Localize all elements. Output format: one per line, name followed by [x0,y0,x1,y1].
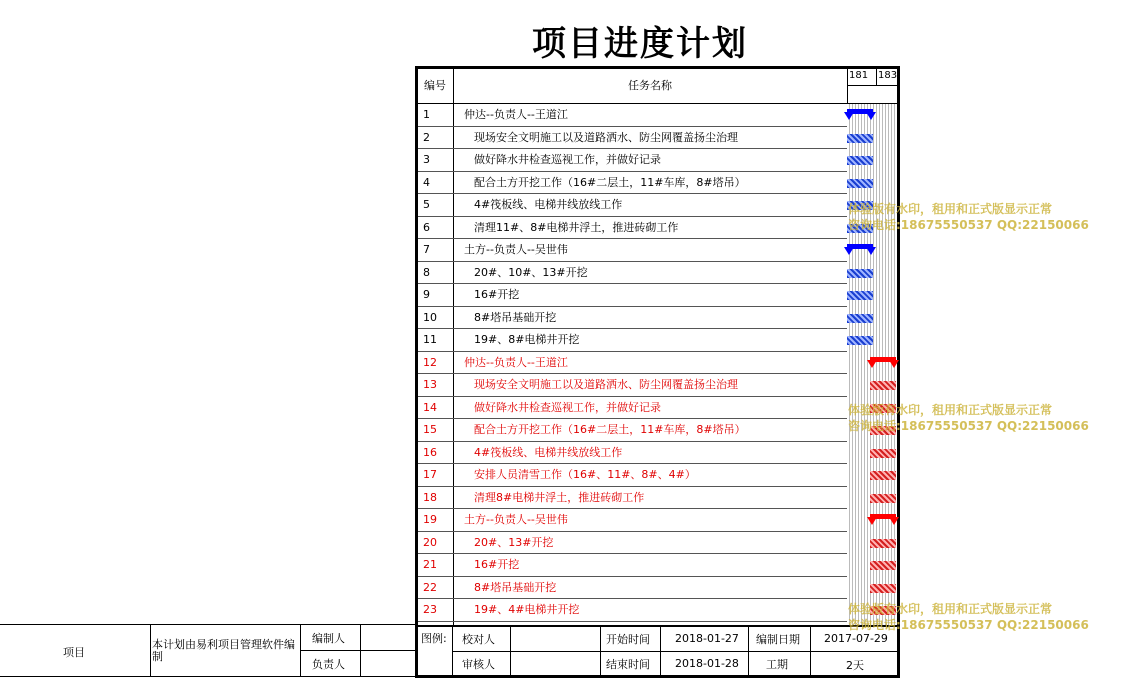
task-row[interactable] [418,172,847,194]
task-name: 仲达--负责人--王道江 [464,355,568,369]
summary-bar-end-marker [866,247,876,255]
watermark-line: 咨询电话:18675550537 QQ:22150066 [848,218,1089,232]
task-name: 现场安全文明施工以及道路洒水、防尘网覆盖扬尘治理 [474,378,738,391]
summary-bar-end-marker [889,517,899,525]
task-name: 4#筏板线、电梯井线放线工作 [474,445,623,459]
task-row[interactable] [418,554,847,576]
compile-date-value: 2017-07-29 [824,632,888,645]
compile-date-label: 编制日期 [756,633,800,646]
page-title: 项目进度计划 [532,24,748,64]
task-name: 8#塔吊基础开挖 [474,580,557,594]
end-time-value: 2018-01-28 [675,657,739,670]
task-row[interactable] [418,307,847,329]
watermark-line: 咨询电话:18675550537 QQ:22150066 [848,618,1089,632]
task-name: 现场安全文明施工以及道路洒水、防尘网覆盖扬尘治理 [474,130,738,144]
task-row[interactable] [418,599,847,621]
task-name: 做好降水井检查巡视工作，并做好记录 [474,153,661,166]
footer-divider [452,626,453,676]
start-time-label: 开始时间 [606,633,650,646]
task-bar[interactable] [870,561,896,570]
footer-divider [600,626,601,676]
timescale-label: 183 [878,70,898,81]
task-bar[interactable] [870,539,896,548]
start-time-value: 2018-01-27 [675,632,739,645]
timescale-label: 181 [849,70,869,81]
watermark [848,201,1089,233]
task-bar[interactable] [870,494,896,503]
compiler-label: 编制人 [312,632,345,645]
summary-bar-end-marker [867,517,877,525]
task-name: 19#、8#电梯井开挖 [474,333,580,346]
task-name: 土方--负责人--吴世伟 [464,513,568,526]
task-name: 仲达--负责人--王道江 [464,108,568,121]
task-number: 12 [423,355,437,369]
reviewer-label: 审核人 [462,658,495,671]
watermark [848,601,1089,633]
task-name: 20#、13#开挖 [474,535,554,549]
duration-value: 2天 [846,659,864,672]
task-number: 9 [423,288,430,301]
task-row[interactable] [418,329,847,351]
task-name: 清理8#电梯井浮土，推进砖砌工作 [474,490,645,504]
watermark-line: 体验版有水印，租用和正式版显示正常 [848,602,1053,616]
summary-bar-end-marker [889,360,899,368]
task-row[interactable] [418,532,847,554]
task-number: 15 [423,423,437,436]
task-bar[interactable] [847,156,873,165]
task-number: 18 [423,490,437,504]
legend-label: 图例: [421,632,447,645]
task-bar[interactable] [870,471,896,480]
watermark-line: 咨询电话:18675550537 QQ:22150066 [848,419,1089,433]
info-box-border [300,624,301,676]
task-name: 土方--负责人--吴世伟 [464,243,568,256]
task-name: 19#、4#电梯井开挖 [474,603,580,616]
task-number: 19 [423,513,437,526]
header-number[interactable]: 编号 [424,79,446,92]
summary-bar-end-marker [844,112,854,120]
info-box-border [360,624,361,676]
footer-divider [418,625,897,627]
task-row[interactable] [418,149,847,171]
task-row[interactable] [418,284,847,306]
info-box-border [0,676,418,677]
summary-bar-end-marker [867,360,877,368]
task-row[interactable] [418,239,847,261]
footer-divider [748,626,749,676]
timescale-divider [876,69,877,85]
task-number: 3 [423,153,430,166]
row-divider [418,621,847,622]
info-box-border [0,624,418,625]
task-number: 6 [423,220,430,234]
footer-divider [660,626,661,676]
task-bar[interactable] [847,291,873,300]
task-name: 配合土方开挖工作（16#二层土，11#车库，8#塔吊） [474,175,746,189]
task-row[interactable] [418,262,847,284]
task-row[interactable] [418,487,847,509]
watermark [848,402,1089,434]
task-row[interactable] [418,104,847,126]
task-row[interactable] [418,127,847,149]
task-name: 4#筏板线、电梯井线放线工作 [474,198,623,211]
summary-bar-end-marker [866,112,876,120]
task-number: 14 [423,400,437,414]
task-row[interactable] [418,194,847,216]
task-name: 20#、10#、13#开挖 [474,265,588,279]
task-row[interactable] [418,374,847,396]
task-row[interactable] [418,577,847,599]
project-label: 项目 [63,646,85,659]
task-row[interactable] [418,397,847,419]
task-number: 23 [423,603,437,616]
watermark-line: 体验版有水印，租用和正式版显示正常 [848,403,1053,417]
summary-bar-end-marker [844,247,854,255]
task-number: 2 [423,130,430,144]
duration-label: 工期 [766,658,788,671]
footer-divider [810,626,811,676]
task-bar[interactable] [870,381,896,390]
task-number: 17 [423,468,437,481]
task-number: 7 [423,243,430,256]
software-note: 本计划由易利项目管理软件编制 [152,638,295,663]
task-row[interactable] [418,217,847,239]
task-name: 安排人员清雪工作（16#、11#、8#、4#） [474,468,696,481]
task-name: 清理11#、8#电梯井浮土，推进砖砌工作 [474,220,679,234]
task-row[interactable] [418,419,847,441]
task-name: 8#塔吊基础开挖 [474,310,557,324]
task-number: 8 [423,265,430,279]
task-number: 10 [423,310,437,324]
task-bar[interactable] [847,314,873,323]
task-bar[interactable] [870,584,896,593]
task-number: 21 [423,558,437,571]
task-row[interactable] [418,509,847,531]
task-row[interactable] [418,442,847,464]
info-box-border [150,624,151,676]
footer-divider [452,651,897,652]
task-bar[interactable] [847,336,873,345]
end-time-label: 结束时间 [606,658,650,671]
task-bar[interactable] [847,179,873,188]
task-bar[interactable] [847,269,873,278]
task-row[interactable] [418,464,847,486]
task-name: 做好降水井检查巡视工作，并做好记录 [474,400,661,414]
task-number: 22 [423,580,437,594]
timescale [847,68,897,85]
task-number: 11 [423,333,437,346]
watermark-line: 体验版有水印，租用和正式版显示正常 [848,202,1053,216]
owner-label: 负责人 [312,658,345,671]
task-number: 4 [423,175,430,189]
timescale-divider [847,85,897,86]
task-name: 16#开挖 [474,288,520,301]
task-row[interactable] [418,352,847,374]
checker-label: 校对人 [462,633,495,646]
task-number: 20 [423,535,437,549]
task-bar[interactable] [870,449,896,458]
task-number: 1 [423,108,430,121]
task-name: 16#开挖 [474,558,520,571]
task-bar[interactable] [847,134,873,143]
task-number: 16 [423,445,437,459]
task-number: 5 [423,198,430,211]
footer-divider [510,626,511,676]
task-name: 配合土方开挖工作（16#二层土，11#车库，8#塔吊） [474,423,746,436]
header-task-name[interactable]: 任务名称 [628,79,672,92]
info-box-border [300,650,418,651]
task-number: 13 [423,378,437,391]
